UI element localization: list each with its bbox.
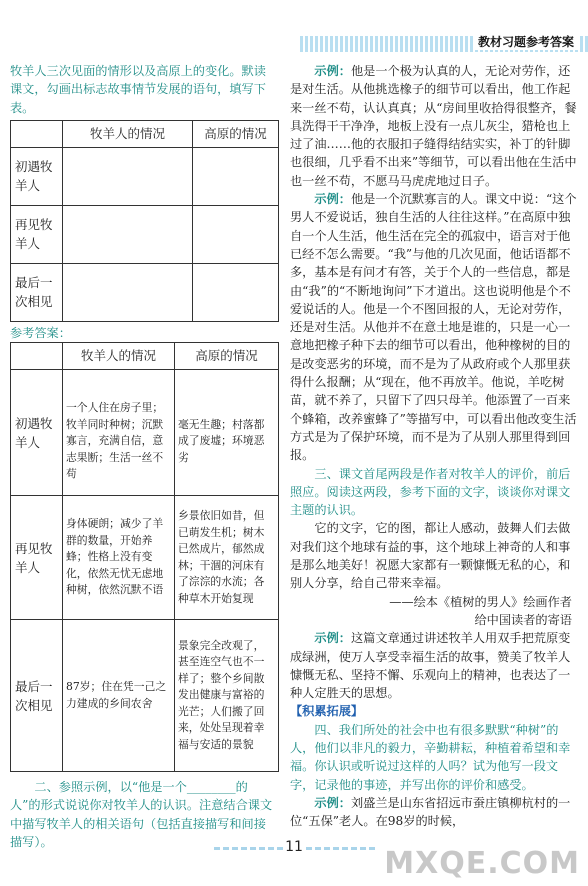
blank-cell-shepherd[interactable] <box>63 263 193 321</box>
table-row <box>11 496 279 620</box>
example-3-label: 示例： <box>314 631 351 646</box>
table-row <box>11 620 279 772</box>
answer-cell-plateau: 景象完全改观了，甚至连空气也不一样了；整个乡间散发出健康与富裕的光芒；人们搬了回来，处处呈现着幸福与安适的景貌 <box>175 620 279 772</box>
blank-header-empty <box>11 120 63 147</box>
answer-table <box>10 342 279 772</box>
header-section-label: 教材习题参考答案 <box>474 33 578 50</box>
table-row <box>11 263 279 321</box>
example-4 <box>290 794 578 831</box>
answer-header-plateau: 高原的情况 <box>175 343 279 370</box>
blank-header-plateau: 高原的情况 <box>193 120 279 147</box>
example-2-label: 示例： <box>314 192 351 207</box>
blank-row-label: 再见牧羊人 <box>11 205 63 263</box>
answer-cell-shepherd: 一个人住在房子里；牧羊同时种树；沉默寡言，充满自信，意志果断；生活一丝不苟 <box>63 370 175 496</box>
left-column <box>10 62 278 851</box>
example-3 <box>290 629 578 702</box>
quote-signature-line1: ——绘本《植树的男人》绘画作者 <box>389 594 572 609</box>
answer-cell-shepherd: 87岁；住在凭一己之力建成的乡间农舍 <box>63 620 175 772</box>
answer-table-header <box>11 343 279 370</box>
answer-header-empty <box>11 343 63 370</box>
table-row <box>11 205 279 263</box>
blank-header-shepherd: 牧羊人的情况 <box>63 120 193 147</box>
page-number: 11 <box>285 839 303 855</box>
example-4-label: 示例： <box>314 795 351 810</box>
blank-cell-plateau[interactable] <box>193 147 279 205</box>
example-2 <box>290 190 578 464</box>
q2-prompt: 二、参照示例，以“他是一个________的人”的形式说说你对牧羊人的认识。注意结合课文中描写牧羊人的相关语句（包括直接描写和间接描写）。 <box>10 780 273 850</box>
q1-intro: 牧羊人三次见面的情形以及高原上的变化。默读课文，勾画出标志故事情节发展的语句，填写下表。 <box>10 64 266 115</box>
answer-cell-plateau: 乡景依旧如昔，但已萌发生机；树木已然成片，郁然成林；干涸的河床有了淙淙的水流；各种草木开始复现 <box>175 496 279 620</box>
quote-text: 它的文字，它的图，都让人感动，鼓舞人们去做对我们这个地球有益的事，这个地球上神奇的人和事是那么地美好！祝愿大家都有一颗慷慨无私的心，和别人分享，给自己带来幸福。 <box>290 521 571 591</box>
example-4-text: 刘盛兰是山东省招远市蚕庄镇柳杭村的一位“五保”老人。在98岁的时候， <box>290 795 571 829</box>
section-tag-extension: 【积累拓展】 <box>290 704 364 719</box>
watermark-logo: MXQE.COM <box>384 846 580 881</box>
quote-signature-line2: 给中国读者的寄语 <box>474 612 572 627</box>
answer-tag: 参考答案： <box>10 325 71 340</box>
section-tag-row <box>290 702 578 720</box>
example-1 <box>290 62 578 190</box>
q3-prompt: 三、课文首尾两段是作者对牧羊人的评价，前后照应。阅读这两段，参考下面的文字，谈谈你对课文主题的认识。 <box>290 466 571 518</box>
example-1-label: 示例： <box>314 64 351 78</box>
answer-cell-shepherd: 身体硬朗；减少了羊群的数量，开始养蜂；性格上没有变化，依然无忧无虑地种树，依然沉默不语 <box>63 496 175 620</box>
example-3-text: 这篇文章通过讲述牧羊人用双手把荒原变成绿洲，使万人享受幸福生活的故事，赞美了牧羊人慷慨无私、坚持不懈、乐观向上的精神，也表达了一种人定胜天的思想。 <box>290 631 571 701</box>
blank-row-label: 初遇牧羊人 <box>11 147 63 205</box>
answer-row-label: 再见牧羊人 <box>11 496 63 620</box>
table-row <box>11 147 279 205</box>
example-2-text: 他是一个沉默寡言的人。课文中说：“这个男人不爱说话，独自生活的人往往这样。”在高原中独自一个人生活，他生活在完全的孤寂中，语言对于他已经不怎么需要。“我”与他的几次见面，他话语都不多，基本是有问才有答，关于个人的一些信息，都是由“我”的“不断地询问”下才道出。这也说明他是个不爱说话的人。他是一个不图回报的人，无论对劳作，还是对生活。从他并不在意土地是谁的，只是一心一意地把橡子种下去的细节可以看出，他种橡树的目的是改变恶劣的环境，而不是为了从政府或个人那里获得什么报酬；从“现在，他不再放羊。他说，羊吃树苗，就不养了，只留下了四只母羊。他添置了一百来个蜂箱，改养蜜蜂了”等描写中，可以看出他改变生活方式是为了保护环境，而不是为了从别人那里得到回报。 <box>290 192 577 463</box>
q4-prompt: 四、我们所处的社会中也有很多默默“种树”的人，他们以非凡的毅力，辛勤耕耘，种植着希望和幸福。你认识或听说过这样的人吗？试为他写一段文字，记录他的事迹，并写出你的评价和感受。 <box>290 722 571 792</box>
blank-table <box>10 120 279 322</box>
table-row <box>11 370 279 496</box>
blank-cell-shepherd[interactable] <box>63 147 193 205</box>
example-1-text: 他是一个极为认真的人，无论对劳作，还是对生活。从他挑选橡子的细节可以看出，他工作起来一丝不苟，认认真真；从“房间里收拾得很整齐，餐具洗得干干净净，地板上没有一点儿灰尘，猎枪也上过了油……他的衣服扣子缝得结结实实，补丁的针脚也很细，几乎看不出来”等细节，可以看出他在生活中也一丝不苟，不愿马马虎虎地过日子。 <box>290 64 577 188</box>
blank-row-label: 最后一次相见 <box>11 263 63 321</box>
blank-table-header <box>11 120 279 147</box>
blank-cell-shepherd[interactable] <box>63 205 193 263</box>
right-column <box>290 62 578 830</box>
blank-cell-plateau[interactable] <box>193 263 279 321</box>
answer-header-shepherd: 牧羊人的情况 <box>63 343 175 370</box>
answer-row-label: 最后一次相见 <box>11 620 63 772</box>
blank-cell-plateau[interactable] <box>193 205 279 263</box>
answer-cell-plateau: 毫无生趣；村落都成了废墟；环境恶劣 <box>175 370 279 496</box>
answer-row-label: 初遇牧羊人 <box>11 370 63 496</box>
